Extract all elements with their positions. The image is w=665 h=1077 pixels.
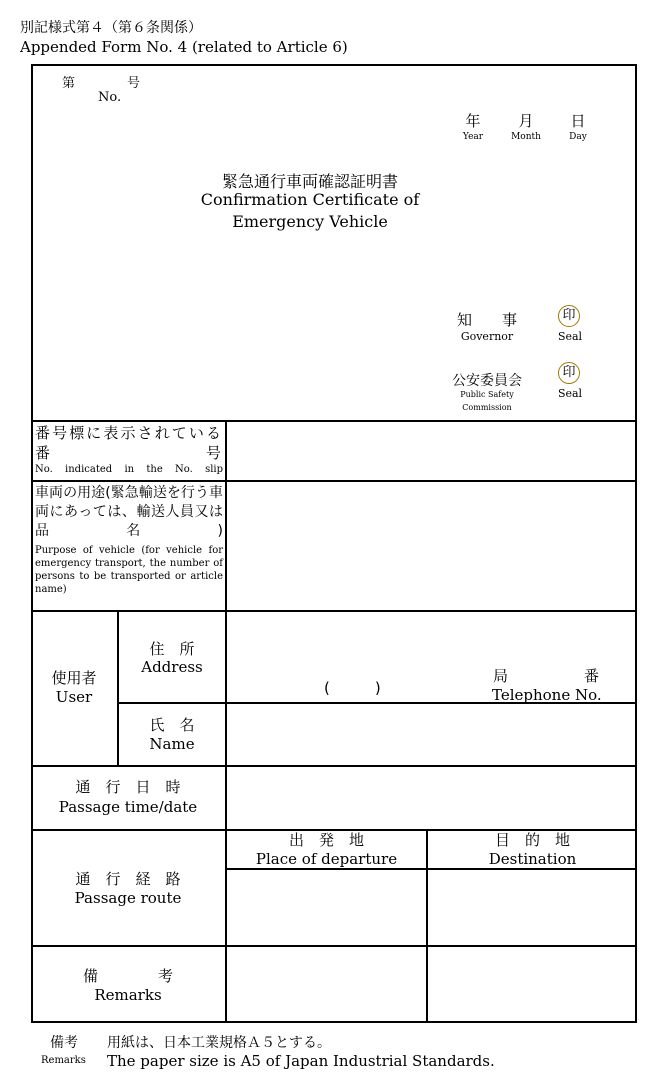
address-label-jp: 住 所 bbox=[149, 640, 195, 658]
form-header-jp: 別記様式第４（第６条関係） bbox=[20, 20, 202, 36]
number-slip-label-en: No. indicated in the No. slip bbox=[35, 464, 223, 475]
governor-seal-label: Seal bbox=[557, 330, 583, 343]
divider bbox=[225, 420, 227, 1023]
phone-label-en: Telephone No. bbox=[492, 686, 602, 704]
phone-ban-label: 番 bbox=[584, 667, 600, 685]
divider bbox=[31, 480, 637, 482]
date-month-jp: 月 bbox=[518, 112, 534, 130]
date-day-en: Day bbox=[569, 132, 587, 142]
psc-label-en-line2: Commission bbox=[462, 403, 512, 412]
destination-label-jp: 目 的 地 bbox=[494, 831, 570, 849]
route-label-jp: 通 行 経 路 bbox=[75, 870, 181, 888]
certificate-number-en: No. bbox=[98, 90, 122, 105]
passage-time-field[interactable] bbox=[229, 769, 633, 827]
phone-area-code: ( ) bbox=[324, 679, 381, 697]
psc-seal-mark: 印 bbox=[558, 362, 580, 384]
psc-seal-label: Seal bbox=[557, 387, 583, 400]
footer-label-jp: 備考 bbox=[50, 1035, 78, 1051]
purpose-label-en: Purpose of vehicle (for vehicle for emergency transport, the number of persons to be transported or article name) bbox=[35, 545, 223, 595]
user-label-en: User bbox=[55, 688, 93, 706]
footer-text-en: The paper size is A5 of Japan Industrial Standards. bbox=[107, 1052, 495, 1070]
psc-label-jp: 公安委員会 bbox=[452, 373, 522, 389]
address-label-en: Address bbox=[141, 658, 203, 676]
user-label-jp: 使用者 bbox=[51, 669, 97, 687]
footer-label-en: Remarks bbox=[41, 1055, 86, 1066]
departure-label-en: Place of departure bbox=[255, 850, 398, 868]
number-slip-field[interactable] bbox=[229, 424, 633, 478]
date-year-en: Year bbox=[462, 132, 484, 142]
certificate-number-jp: 第 号 bbox=[62, 76, 141, 91]
remarks-field-right[interactable] bbox=[430, 949, 633, 1019]
divider bbox=[31, 610, 637, 612]
divider bbox=[31, 420, 637, 422]
name-label-jp: 氏 名 bbox=[149, 716, 195, 734]
route-label-en: Passage route bbox=[74, 889, 182, 907]
form-header-en: Appended Form No. 4 (related to Article 6) bbox=[20, 38, 348, 56]
address-field[interactable] bbox=[229, 614, 633, 674]
date-month-en: Month bbox=[511, 132, 541, 142]
number-slip-label-jp: 番号標に表示されている番号 bbox=[35, 424, 223, 462]
passage-time-label-en: Passage time/date bbox=[58, 798, 198, 816]
certificate-title-jp: 緊急通行車両確認証明書 bbox=[221, 172, 398, 191]
date-day-jp: 日 bbox=[570, 112, 586, 130]
governor-label-jp: 知 事 bbox=[456, 311, 517, 329]
purpose-label-jp: 車両の用途(緊急輸送を行う車両にあっては、輸送人員又は品名) bbox=[35, 485, 223, 539]
divider bbox=[31, 945, 637, 947]
footer-text-jp: 用紙は、日本工業規格Ａ５とする。 bbox=[107, 1035, 331, 1051]
certificate-title-en-line1: Confirmation Certificate of bbox=[200, 190, 420, 209]
name-field[interactable] bbox=[229, 706, 633, 763]
psc-label-en-line1: Public Safety bbox=[460, 390, 514, 399]
destination-field[interactable] bbox=[430, 872, 633, 943]
certificate-title-en-line2: Emergency Vehicle bbox=[232, 212, 388, 231]
destination-label-en: Destination bbox=[488, 850, 577, 868]
governor-label-en: Governor bbox=[460, 330, 514, 343]
name-label-en: Name bbox=[149, 735, 195, 753]
divider bbox=[226, 868, 637, 870]
remarks-label-en: Remarks bbox=[94, 986, 162, 1004]
purpose-field[interactable] bbox=[229, 484, 633, 608]
divider bbox=[31, 765, 637, 767]
governor-seal-mark: 印 bbox=[558, 305, 580, 327]
departure-label-jp: 出 発 地 bbox=[288, 831, 364, 849]
departure-field[interactable] bbox=[229, 872, 424, 943]
remarks-field-left[interactable] bbox=[229, 949, 424, 1019]
remarks-label-jp: 備 考 bbox=[82, 967, 173, 985]
date-year-jp: 年 bbox=[465, 112, 481, 130]
phone-kyoku-label: 局 bbox=[493, 667, 509, 685]
passage-time-label-jp: 通 行 日 時 bbox=[75, 778, 181, 796]
